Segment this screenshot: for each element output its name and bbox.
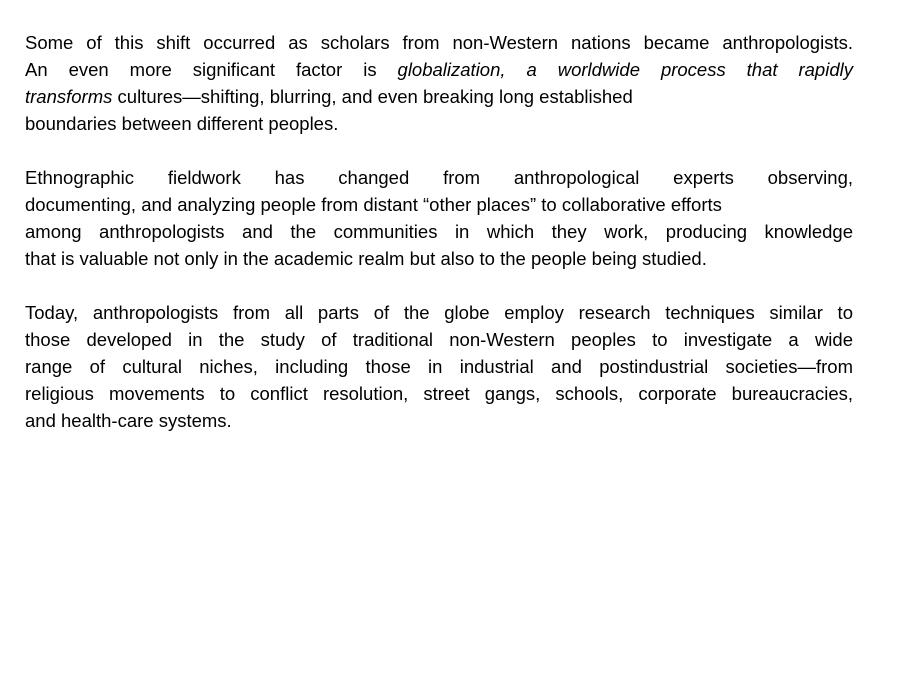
text-segment: those developed in the study of traditional non-Western peoples to investigate a wide [25,329,853,350]
text-line [25,110,853,137]
text-line [25,218,853,245]
text-segment: Ethnographic fieldwork has changed from anthropological experts observing, [25,167,853,188]
italic-text-segment: globalization, a worldwide process that rapidly [397,59,853,80]
text-segment: range of cultural niches, including those in industrial and postindustrial societies—from [25,356,853,377]
text-segment: among anthropologists and the communities in which they work, producing knowledge [25,221,853,242]
text-segment: Some of this shift occurred as scholars from non-Western nations became anthropologists. [25,32,853,53]
text-line [25,326,853,353]
text-body [25,29,853,434]
paragraph-gap [25,137,853,164]
paragraph-2 [25,164,853,272]
text-segment: religious movements to conflict resolution, street gangs, schools, corporate bureaucracies, [25,383,853,404]
text-segment: Today, anthropologists from all parts of the globe employ research techniques similar to [25,302,853,323]
text-line [25,29,853,56]
text-segment: and health-care systems. [25,410,232,431]
text-segment: boundaries between different peoples. [25,113,339,134]
text-line [25,353,853,380]
text-line [25,380,853,407]
text-line [25,245,853,272]
text-line [25,191,853,218]
text-line [25,299,853,326]
text-segment: that is valuable not only in the academic realm but also to the people being studied. [25,248,707,269]
text-line [25,407,853,434]
text-segment: cultures—shifting, blurring, and even breaking long established [112,86,633,107]
text-line [25,83,853,110]
text-line [25,56,853,83]
italic-text-segment: transforms [25,86,113,107]
paragraph-1 [25,29,853,137]
paragraph-3 [25,299,853,434]
paragraph-gap [25,272,853,299]
text-line [25,164,853,191]
text-segment: documenting, and analyzing people from distant “other places” to collaborative efforts [25,194,722,215]
text-segment: An even more significant factor is [25,59,398,80]
